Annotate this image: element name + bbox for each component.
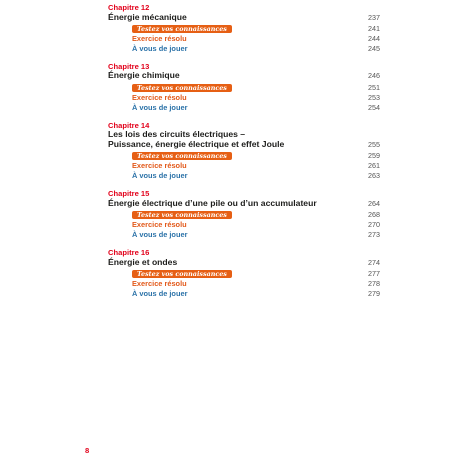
exercise-entry[interactable] [108,93,380,103]
quiz-entry[interactable] [108,269,380,279]
page-folio: 8 [85,446,90,455]
quiz-entry[interactable] [108,210,380,220]
quiz-entry[interactable] [108,83,380,93]
chapter-13 [108,63,380,113]
play-label: À vous de jouer [132,288,188,298]
exercise-entry[interactable] [108,34,380,44]
page-number: 274 [368,257,380,267]
page-number: 246 [368,71,380,81]
page-number: 279 [368,289,380,299]
page-number: 237 [368,12,380,22]
chapter-title: Énergie mécanique [108,11,187,22]
chapter-title: Énergie et ondes [108,256,178,267]
page-number: 270 [368,220,380,230]
quiz-badge: Testez vos connaissances [132,270,232,278]
chapter-title: Énergie chimique [108,70,180,81]
page-number: 253 [368,93,380,103]
chapter-title-row[interactable] [108,130,380,149]
play-entry[interactable] [108,171,380,181]
chapter-label: Chapitre 13 [108,61,150,71]
chapter-title-line-2: Puissance, énergie électrique et effet Joule [108,138,285,149]
play-label: À vous de jouer [132,43,188,53]
page-number: 259 [368,151,380,161]
chapter-title: Énergie électrique d’une pile ou d’un accumulateur [108,197,317,208]
page-number: 261 [368,161,380,171]
chapter-label: Chapitre 15 [108,189,150,199]
exercise-label: Exercice résolu [132,33,187,43]
page-number: 277 [368,269,380,279]
chapter-title-row[interactable] [108,199,380,208]
play-entry[interactable] [108,230,380,240]
chapter-label: Chapitre 12 [108,3,150,12]
quiz-badge: Testez vos connaissances [132,25,232,33]
page-number: 251 [368,83,380,93]
page-number: 268 [368,210,380,220]
page-number: 264 [368,198,380,208]
play-entry[interactable] [108,289,380,299]
play-label: À vous de jouer [132,230,188,240]
page-number: 244 [368,34,380,44]
chapter-label: Chapitre 16 [108,248,150,258]
page-number: 278 [368,279,380,289]
play-label: À vous de jouer [132,102,188,112]
play-label: À vous de jouer [132,171,188,181]
quiz-badge: Testez vos connaissances [132,211,232,219]
quiz-badge: Testez vos connaissances [132,152,232,160]
exercise-entry[interactable] [108,279,380,289]
page-number: 254 [368,103,380,113]
quiz-entry[interactable] [108,151,380,161]
page-number: 241 [368,24,380,34]
page-number: 245 [368,44,380,54]
chapter-title-row[interactable] [108,13,380,22]
chapter-14 [108,122,380,181]
chapter-title-row[interactable] [108,258,380,267]
quiz-badge: Testez vos connaissances [132,84,232,92]
exercise-entry[interactable] [108,161,380,171]
exercise-label: Exercice résolu [132,92,187,102]
table-of-contents [108,4,380,308]
chapter-title: Les lois des circuits électriques – [108,129,246,140]
chapter-12 [108,4,380,54]
page-number: 255 [368,139,380,149]
chapter-label: Chapitre 14 [108,120,150,130]
exercise-label: Exercice résolu [132,161,187,171]
exercise-label: Exercice résolu [132,278,187,288]
exercise-entry[interactable] [108,220,380,230]
play-entry[interactable] [108,44,380,54]
play-entry[interactable] [108,103,380,113]
chapter-15 [108,190,380,240]
quiz-entry[interactable] [108,24,380,34]
chapter-16 [108,249,380,299]
page-number: 263 [368,171,380,181]
page-number: 273 [368,230,380,240]
exercise-label: Exercice résolu [132,220,187,230]
chapter-title-row[interactable] [108,71,380,80]
